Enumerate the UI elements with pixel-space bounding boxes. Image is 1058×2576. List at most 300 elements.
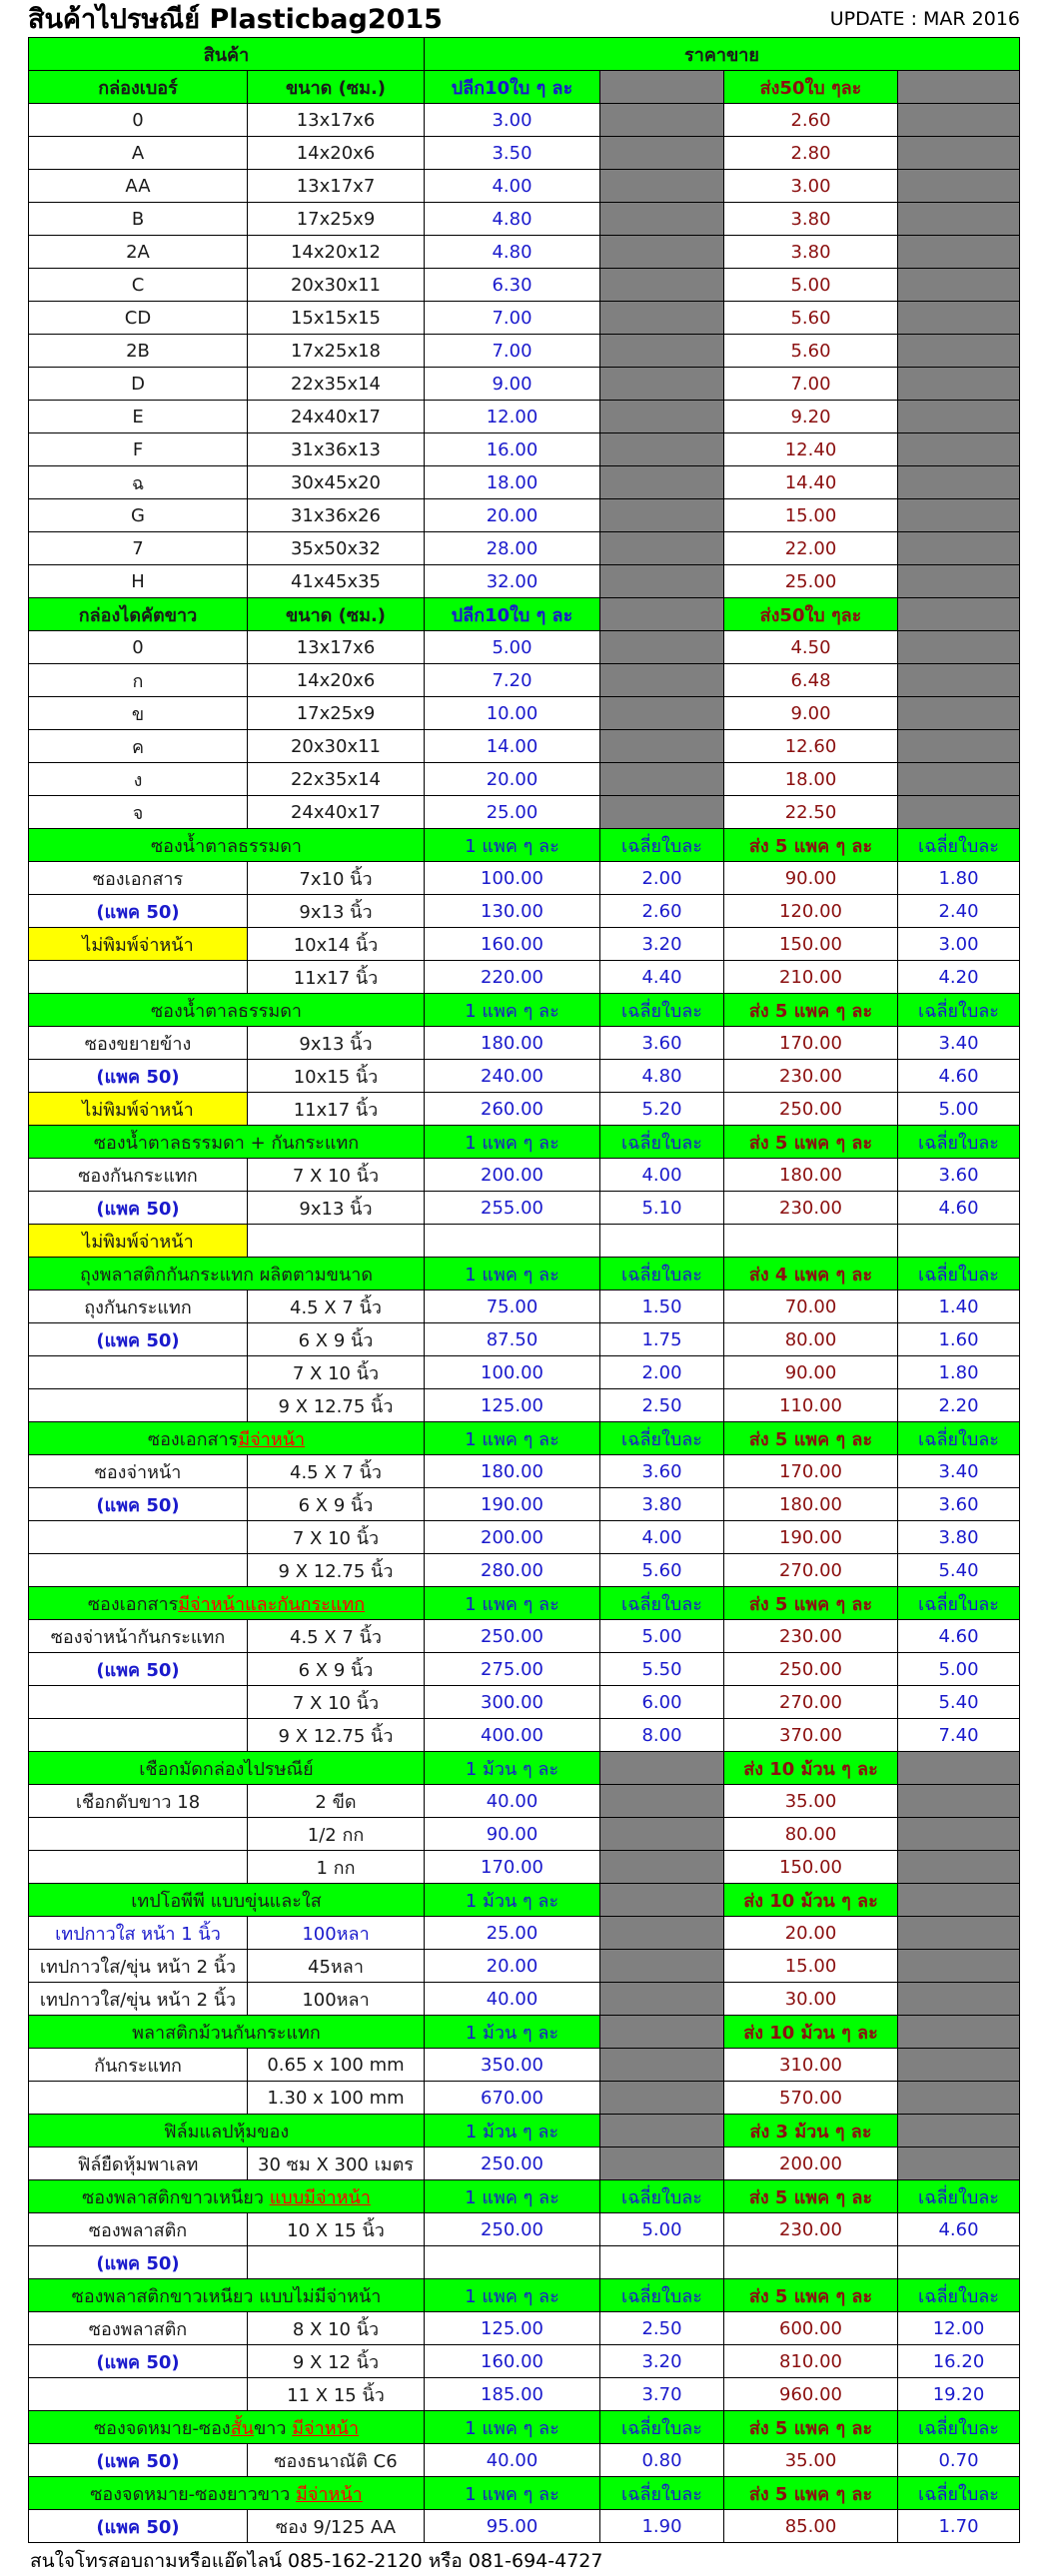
section-title-text: ซองน้ำตาลธรรมดา: [150, 835, 303, 857]
section-title: [29, 2477, 425, 2510]
unavailable-cell: [600, 1851, 724, 1884]
retail-price-cell: 180.00: [425, 1027, 600, 1060]
wholesale-unit-price-cell: 3.60: [898, 1159, 1020, 1192]
column-header-retail: ปลีก10ใบ ๆ ละ: [425, 71, 600, 104]
wholesale-price-cell: 3.00: [724, 170, 898, 203]
section-wholesale-label: ส่ง 5 แพค ๆ ละ: [724, 2279, 898, 2312]
unavailable-cell: [600, 532, 724, 565]
page-title: สินค้าไปรษณีย์ Plasticbag2015: [28, 4, 443, 35]
retail-price-cell: 100.00: [425, 1356, 600, 1389]
wholesale-price-cell: 230.00: [724, 1620, 898, 1653]
wholesale-unit-price-cell: 4.60: [898, 1620, 1020, 1653]
wholesale-unit-price-cell: 4.60: [898, 2213, 1020, 2246]
retail-unit-price-cell: 3.70: [600, 2378, 724, 2411]
size-cell: 20x30x11: [248, 269, 425, 302]
size-cell: 4.5 X 7 นิ้ว: [248, 1620, 425, 1653]
wholesale-price-cell: [724, 2246, 898, 2279]
product-name-cell: ง: [29, 763, 248, 796]
product-name-cell: ซองกันกระแทก: [29, 1159, 248, 1192]
unavailable-cell: [898, 2147, 1020, 2180]
size-cell: 45หลา: [248, 1950, 425, 1983]
section-retail-unit-label: เฉลี่ยใบละ: [600, 2477, 724, 2510]
wholesale-price-cell: 14.40: [724, 466, 898, 499]
size-cell: 1 กก: [248, 1851, 425, 1884]
size-cell: 15x15x15: [248, 302, 425, 335]
section-title: [29, 1587, 425, 1620]
product-name-cell: (แพค 50): [29, 895, 248, 928]
wholesale-price-cell: 25.00: [724, 565, 898, 598]
size-cell: 11 X 15 นิ้ว: [248, 2378, 425, 2411]
title-bar: [28, 0, 1020, 37]
section-title: [29, 2279, 425, 2312]
wholesale-unit-price-cell: 16.20: [898, 2345, 1020, 2378]
wholesale-price-cell: 22.00: [724, 532, 898, 565]
section-title-text: เชือกมัดกล่องไปรษณีย์: [139, 1758, 314, 1780]
retail-price-cell: 14.00: [425, 730, 600, 763]
wholesale-price-cell: 3.80: [724, 236, 898, 269]
wholesale-price-cell: 230.00: [724, 1060, 898, 1093]
retail-unit-price-cell: 4.00: [600, 1159, 724, 1192]
retail-price-cell: 125.00: [425, 2312, 600, 2345]
retail-price-cell: 200.00: [425, 1159, 600, 1192]
size-cell: 9x13 นิ้ว: [248, 1192, 425, 1225]
size-cell: 1/2 กก: [248, 1818, 425, 1851]
unavailable-cell: [600, 269, 724, 302]
product-name-cell: เทปกาวใส หน้า 1 นิ้ว: [29, 1917, 248, 1950]
product-name-cell: ซองขยายข้าง: [29, 1027, 248, 1060]
wholesale-unit-price-cell: 1.80: [898, 1356, 1020, 1389]
retail-price-cell: 18.00: [425, 466, 600, 499]
retail-unit-price-cell: 5.50: [600, 1653, 724, 1686]
section-title: [29, 2115, 425, 2147]
wholesale-price-cell: 7.00: [724, 368, 898, 401]
column-header-wholesale: ส่ง50ใบ ๆละ: [724, 598, 898, 631]
retail-price-cell: 25.00: [425, 796, 600, 829]
unavailable-cell: [898, 565, 1020, 598]
product-name-cell: จ: [29, 796, 248, 829]
product-name-cell: ไม่พิมพ์จ่าหน้า: [29, 1225, 248, 1258]
wholesale-price-cell: 5.00: [724, 269, 898, 302]
wholesale-price-cell: 230.00: [724, 2213, 898, 2246]
product-name-cell: (แพค 50): [29, 2444, 248, 2477]
wholesale-price-cell: 12.40: [724, 433, 898, 466]
size-cell: 9x13 นิ้ว: [248, 1027, 425, 1060]
retail-price-cell: 220.00: [425, 961, 600, 994]
column-header-category: กล่องไดคัตขาว: [29, 598, 248, 631]
wholesale-unit-price-cell: 3.40: [898, 1027, 1020, 1060]
size-cell: 0.65 x 100 mm: [248, 2049, 425, 2082]
section-title: [29, 1422, 425, 1455]
size-cell: 17x25x18: [248, 335, 425, 368]
wholesale-price-cell: 5.60: [724, 302, 898, 335]
product-name-cell: (แพค 50): [29, 2510, 248, 2543]
wholesale-price-cell: 600.00: [724, 2312, 898, 2345]
wholesale-unit-price-cell: 4.60: [898, 1192, 1020, 1225]
section-title: [29, 1126, 425, 1159]
size-cell: 9x13 นิ้ว: [248, 895, 425, 928]
section-title-highlight: มีจ่าหน้าและกันกระแทก: [178, 1593, 366, 1615]
wholesale-price-cell: 570.00: [724, 2082, 898, 2115]
product-name-cell: [29, 1389, 248, 1422]
unavailable-cell: [898, 1752, 1020, 1785]
wholesale-unit-price-cell: [898, 2246, 1020, 2279]
section-retail-unit-label: เฉลี่ยใบละ: [600, 2180, 724, 2213]
retail-price-cell: 6.30: [425, 269, 600, 302]
unavailable-cell: [898, 2115, 1020, 2147]
wholesale-price-cell: 190.00: [724, 1521, 898, 1554]
unavailable-cell: [898, 2082, 1020, 2115]
size-cell: 7x10 นิ้ว: [248, 862, 425, 895]
size-cell: 7 X 10 นิ้ว: [248, 1356, 425, 1389]
section-retail-unit-label: เฉลี่ยใบละ: [600, 1587, 724, 1620]
size-cell: 10 X 15 นิ้ว: [248, 2213, 425, 2246]
product-name-cell: B: [29, 203, 248, 236]
product-name-cell: ค: [29, 730, 248, 763]
wholesale-unit-price-cell: 3.60: [898, 1488, 1020, 1521]
section-title-text: ถุงพลาสติกกันกระแทก ผลิตตามขนาด: [79, 1264, 374, 1286]
section-retail-label: 1 แพค ๆ ละ: [425, 994, 600, 1027]
size-cell: ซอง 9/125 AA: [248, 2510, 425, 2543]
size-cell: 17x25x9: [248, 203, 425, 236]
size-cell: 22x35x14: [248, 368, 425, 401]
wholesale-price-cell: 270.00: [724, 1686, 898, 1719]
unavailable-cell: [898, 1950, 1020, 1983]
retail-price-cell: 40.00: [425, 1785, 600, 1818]
wholesale-price-cell: 250.00: [724, 1093, 898, 1126]
product-name-cell: C: [29, 269, 248, 302]
unavailable-cell: [600, 565, 724, 598]
unavailable-cell: [898, 499, 1020, 532]
unavailable-cell: [898, 1785, 1020, 1818]
wholesale-price-cell: 960.00: [724, 2378, 898, 2411]
retail-price-cell: 87.50: [425, 1323, 600, 1356]
wholesale-price-cell: 370.00: [724, 1719, 898, 1752]
column-header-category: กล่องเบอร์: [29, 71, 248, 104]
retail-price-cell: [425, 2246, 600, 2279]
wholesale-unit-price-cell: 7.40: [898, 1719, 1020, 1752]
retail-price-cell: 20.00: [425, 1950, 600, 1983]
wholesale-unit-price-cell: 2.20: [898, 1389, 1020, 1422]
unavailable-cell: [600, 1950, 724, 1983]
section-title-text: ซองจดหมาย-ซองยาวขาว: [90, 2483, 296, 2505]
unavailable-cell: [600, 368, 724, 401]
wholesale-unit-price-cell: 1.40: [898, 1290, 1020, 1323]
product-name-cell: ฉ: [29, 466, 248, 499]
unavailable-cell: [600, 631, 724, 664]
unavailable-cell: [600, 335, 724, 368]
retail-unit-price-cell: 6.00: [600, 1686, 724, 1719]
retail-unit-price-cell: 4.80: [600, 1060, 724, 1093]
section-title: [29, 994, 425, 1027]
retail-unit-price-cell: 5.00: [600, 1620, 724, 1653]
size-cell: 31x36x26: [248, 499, 425, 532]
retail-price-cell: 250.00: [425, 2147, 600, 2180]
section-retail-label: 1 แพค ๆ ละ: [425, 1587, 600, 1620]
section-title: [29, 1258, 425, 1290]
unavailable-cell: [600, 1884, 724, 1917]
retail-price-cell: 28.00: [425, 532, 600, 565]
section-wholesale-unit-label: เฉลี่ยใบละ: [898, 1422, 1020, 1455]
wholesale-price-cell: 18.00: [724, 763, 898, 796]
wholesale-price-cell: 3.80: [724, 203, 898, 236]
unavailable-cell: [600, 401, 724, 433]
product-name-cell: CD: [29, 302, 248, 335]
size-cell: 24x40x17: [248, 401, 425, 433]
header-product: สินค้า: [29, 38, 425, 71]
unavailable-cell: [600, 1785, 724, 1818]
section-retail-label: 1 แพค ๆ ละ: [425, 2411, 600, 2444]
unavailable-cell: [600, 236, 724, 269]
unavailable-cell: [898, 71, 1020, 104]
product-name-cell: (แพค 50): [29, 1192, 248, 1225]
section-retail-label: 1 แพค ๆ ละ: [425, 829, 600, 862]
size-cell: 14x20x6: [248, 137, 425, 170]
size-cell: 14x20x12: [248, 236, 425, 269]
wholesale-unit-price-cell: 3.00: [898, 928, 1020, 961]
retail-price-cell: 3.50: [425, 137, 600, 170]
section-wholesale-unit-label: เฉลี่ยใบละ: [898, 1126, 1020, 1159]
retail-unit-price-cell: 1.50: [600, 1290, 724, 1323]
size-cell: 1.30 x 100 mm: [248, 2082, 425, 2115]
unavailable-cell: [898, 697, 1020, 730]
wholesale-price-cell: 80.00: [724, 1323, 898, 1356]
wholesale-price-cell: 2.60: [724, 104, 898, 137]
unavailable-cell: [600, 796, 724, 829]
wholesale-price-cell: 310.00: [724, 2049, 898, 2082]
unavailable-cell: [600, 71, 724, 104]
retail-price-cell: 670.00: [425, 2082, 600, 2115]
wholesale-unit-price-cell: 5.40: [898, 1554, 1020, 1587]
section-retail-label: 1 แพค ๆ ละ: [425, 1422, 600, 1455]
retail-price-cell: 5.00: [425, 631, 600, 664]
section-retail-unit-label: เฉลี่ยใบละ: [600, 1258, 724, 1290]
size-cell: 41x45x35: [248, 565, 425, 598]
wholesale-unit-price-cell: 4.20: [898, 961, 1020, 994]
size-cell: 2 ขีด: [248, 1785, 425, 1818]
product-name-cell: [29, 1521, 248, 1554]
size-cell: 30 ซม X 300 เมตร: [248, 2147, 425, 2180]
unavailable-cell: [600, 1917, 724, 1950]
unavailable-cell: [600, 170, 724, 203]
retail-unit-price-cell: 8.00: [600, 1719, 724, 1752]
size-cell: 4.5 X 7 นิ้ว: [248, 1290, 425, 1323]
unavailable-cell: [898, 236, 1020, 269]
retail-unit-price-cell: [600, 2246, 724, 2279]
retail-unit-price-cell: 4.40: [600, 961, 724, 994]
unavailable-cell: [898, 1917, 1020, 1950]
retail-price-cell: 260.00: [425, 1093, 600, 1126]
product-name-cell: 2B: [29, 335, 248, 368]
section-wholesale-label: ส่ง 5 แพค ๆ ละ: [724, 2411, 898, 2444]
section-retail-unit-label: เฉลี่ยใบละ: [600, 829, 724, 862]
wholesale-price-cell: 210.00: [724, 961, 898, 994]
retail-price-cell: 40.00: [425, 1983, 600, 2016]
wholesale-unit-price-cell: 5.00: [898, 1093, 1020, 1126]
unavailable-cell: [898, 664, 1020, 697]
product-name-cell: A: [29, 137, 248, 170]
retail-unit-price-cell: 5.10: [600, 1192, 724, 1225]
retail-unit-price-cell: 3.60: [600, 1455, 724, 1488]
retail-unit-price-cell: [600, 1225, 724, 1258]
unavailable-cell: [600, 466, 724, 499]
retail-price-cell: 40.00: [425, 2444, 600, 2477]
unavailable-cell: [898, 170, 1020, 203]
retail-price-cell: 4.80: [425, 236, 600, 269]
product-name-cell: ข: [29, 697, 248, 730]
section-title: [29, 2411, 425, 2444]
section-title-highlight: สั้น: [230, 2417, 254, 2439]
unavailable-cell: [898, 532, 1020, 565]
retail-price-cell: 20.00: [425, 499, 600, 532]
retail-unit-price-cell: 4.00: [600, 1521, 724, 1554]
wholesale-price-cell: 4.50: [724, 631, 898, 664]
retail-price-cell: 300.00: [425, 1686, 600, 1719]
retail-unit-price-cell: 3.20: [600, 2345, 724, 2378]
wholesale-unit-price-cell: 1.80: [898, 862, 1020, 895]
retail-unit-price-cell: 2.00: [600, 1356, 724, 1389]
section-title: [29, 2180, 425, 2213]
size-cell: ซองธนาณัติ C6: [248, 2444, 425, 2477]
retail-price-cell: 9.00: [425, 368, 600, 401]
unavailable-cell: [898, 302, 1020, 335]
wholesale-price-cell: 9.00: [724, 697, 898, 730]
column-header-wholesale: ส่ง50ใบ ๆละ: [724, 71, 898, 104]
retail-unit-price-cell: 1.90: [600, 2510, 724, 2543]
size-cell: 11x17 นิ้ว: [248, 1093, 425, 1126]
section-retail-unit-label: เฉลี่ยใบละ: [600, 1422, 724, 1455]
size-cell: 7 X 10 นิ้ว: [248, 1521, 425, 1554]
retail-price-cell: 100.00: [425, 862, 600, 895]
unavailable-cell: [600, 499, 724, 532]
product-name-cell: H: [29, 565, 248, 598]
wholesale-price-cell: 30.00: [724, 1983, 898, 2016]
section-title-text: พลาสติกม้วนกันกระแทก: [132, 2022, 321, 2044]
size-cell: 30x45x20: [248, 466, 425, 499]
retail-price-cell: 160.00: [425, 2345, 600, 2378]
wholesale-price-cell: 35.00: [724, 2444, 898, 2477]
size-cell: 14x20x6: [248, 664, 425, 697]
size-cell: 8 X 10 นิ้ว: [248, 2312, 425, 2345]
retail-price-cell: 90.00: [425, 1818, 600, 1851]
section-wholesale-unit-label: เฉลี่ยใบละ: [898, 2180, 1020, 2213]
section-wholesale-label: ส่ง 5 แพค ๆ ละ: [724, 994, 898, 1027]
unavailable-cell: [600, 2049, 724, 2082]
wholesale-unit-price-cell: 4.60: [898, 1060, 1020, 1093]
product-name-cell: ซองพลาสติก: [29, 2312, 248, 2345]
unavailable-cell: [600, 2115, 724, 2147]
product-name-cell: [29, 961, 248, 994]
size-cell: 6 X 9 นิ้ว: [248, 1653, 425, 1686]
retail-price-cell: 125.00: [425, 1389, 600, 1422]
retail-price-cell: 20.00: [425, 763, 600, 796]
unavailable-cell: [600, 730, 724, 763]
unavailable-cell: [898, 401, 1020, 433]
product-name-cell: [29, 1686, 248, 1719]
size-cell: 9 X 12 นิ้ว: [248, 2345, 425, 2378]
section-retail-label: 1 ม้วน ๆ ละ: [425, 2115, 600, 2147]
section-wholesale-label: ส่ง 5 แพค ๆ ละ: [724, 2477, 898, 2510]
wholesale-price-cell: 810.00: [724, 2345, 898, 2378]
unavailable-cell: [600, 2016, 724, 2049]
product-name-cell: ไม่พิมพ์จ่าหน้า: [29, 1093, 248, 1126]
section-retail-label: 1 แพค ๆ ละ: [425, 2180, 600, 2213]
price-table: [28, 37, 1020, 2543]
wholesale-price-cell: 5.60: [724, 335, 898, 368]
wholesale-price-cell: 12.60: [724, 730, 898, 763]
section-retail-unit-label: เฉลี่ยใบละ: [600, 994, 724, 1027]
product-name-cell: ถุงกันกระแทก: [29, 1290, 248, 1323]
retail-price-cell: 32.00: [425, 565, 600, 598]
retail-price-cell: 16.00: [425, 433, 600, 466]
unavailable-cell: [600, 2147, 724, 2180]
unavailable-cell: [898, 796, 1020, 829]
unavailable-cell: [600, 104, 724, 137]
product-name-cell: [29, 2082, 248, 2115]
size-cell: 35x50x32: [248, 532, 425, 565]
section-wholesale-unit-label: เฉลี่ยใบละ: [898, 1587, 1020, 1620]
section-retail-label: 1 แพค ๆ ละ: [425, 2279, 600, 2312]
product-name-cell: (แพค 50): [29, 2246, 248, 2279]
retail-price-cell: 180.00: [425, 1455, 600, 1488]
section-title: [29, 1884, 425, 1917]
wholesale-price-cell: 15.00: [724, 1950, 898, 1983]
section-wholesale-label: ส่ง 5 แพค ๆ ละ: [724, 1587, 898, 1620]
retail-price-cell: 400.00: [425, 1719, 600, 1752]
size-cell: 13x17x7: [248, 170, 425, 203]
section-retail-label: 1 แพค ๆ ละ: [425, 2477, 600, 2510]
wholesale-unit-price-cell: 19.20: [898, 2378, 1020, 2411]
product-name-cell: ก: [29, 664, 248, 697]
contact-footer: สนใจโทรสอบถามหรือแอ๊ดไลน์ 085-162-2120 หรือ 081-694-4727: [30, 2550, 603, 2572]
retail-price-cell: 130.00: [425, 895, 600, 928]
unavailable-cell: [600, 203, 724, 236]
product-name-cell: (แพค 50): [29, 1653, 248, 1686]
section-wholesale-label: ส่ง 5 แพค ๆ ละ: [724, 1422, 898, 1455]
wholesale-price-cell: 250.00: [724, 1653, 898, 1686]
wholesale-unit-price-cell: 5.40: [898, 1686, 1020, 1719]
unavailable-cell: [898, 137, 1020, 170]
wholesale-unit-price-cell: 5.00: [898, 1653, 1020, 1686]
unavailable-cell: [600, 302, 724, 335]
size-cell: 10x15 นิ้ว: [248, 1060, 425, 1093]
wholesale-price-cell: 170.00: [724, 1455, 898, 1488]
unavailable-cell: [898, 1884, 1020, 1917]
unavailable-cell: [898, 730, 1020, 763]
section-wholesale-unit-label: เฉลี่ยใบละ: [898, 2477, 1020, 2510]
retail-price-cell: 95.00: [425, 2510, 600, 2543]
retail-unit-price-cell: 1.75: [600, 1323, 724, 1356]
unavailable-cell: [898, 466, 1020, 499]
update-date: UPDATE : MAR 2016: [829, 7, 1020, 30]
retail-unit-price-cell: 5.60: [600, 1554, 724, 1587]
wholesale-unit-price-cell: 3.40: [898, 1455, 1020, 1488]
wholesale-price-cell: 9.20: [724, 401, 898, 433]
wholesale-price-cell: 200.00: [724, 2147, 898, 2180]
wholesale-unit-price-cell: 2.40: [898, 895, 1020, 928]
product-name-cell: (แพค 50): [29, 1060, 248, 1093]
section-wholesale-unit-label: เฉลี่ยใบละ: [898, 2279, 1020, 2312]
unavailable-cell: [898, 1983, 1020, 2016]
unavailable-cell: [898, 269, 1020, 302]
section-title-text: ซองน้ำตาลธรรมดา: [150, 1000, 303, 1022]
wholesale-unit-price-cell: 3.80: [898, 1521, 1020, 1554]
size-cell: 7 X 10 นิ้ว: [248, 1686, 425, 1719]
section-title-text: ซองพลาสติกขาวเหนียว แบบไม่มีจ่าหน้า: [71, 2285, 382, 2307]
unavailable-cell: [600, 1983, 724, 2016]
retail-price-cell: 12.00: [425, 401, 600, 433]
product-name-cell: G: [29, 499, 248, 532]
size-cell: 100หลา: [248, 1917, 425, 1950]
